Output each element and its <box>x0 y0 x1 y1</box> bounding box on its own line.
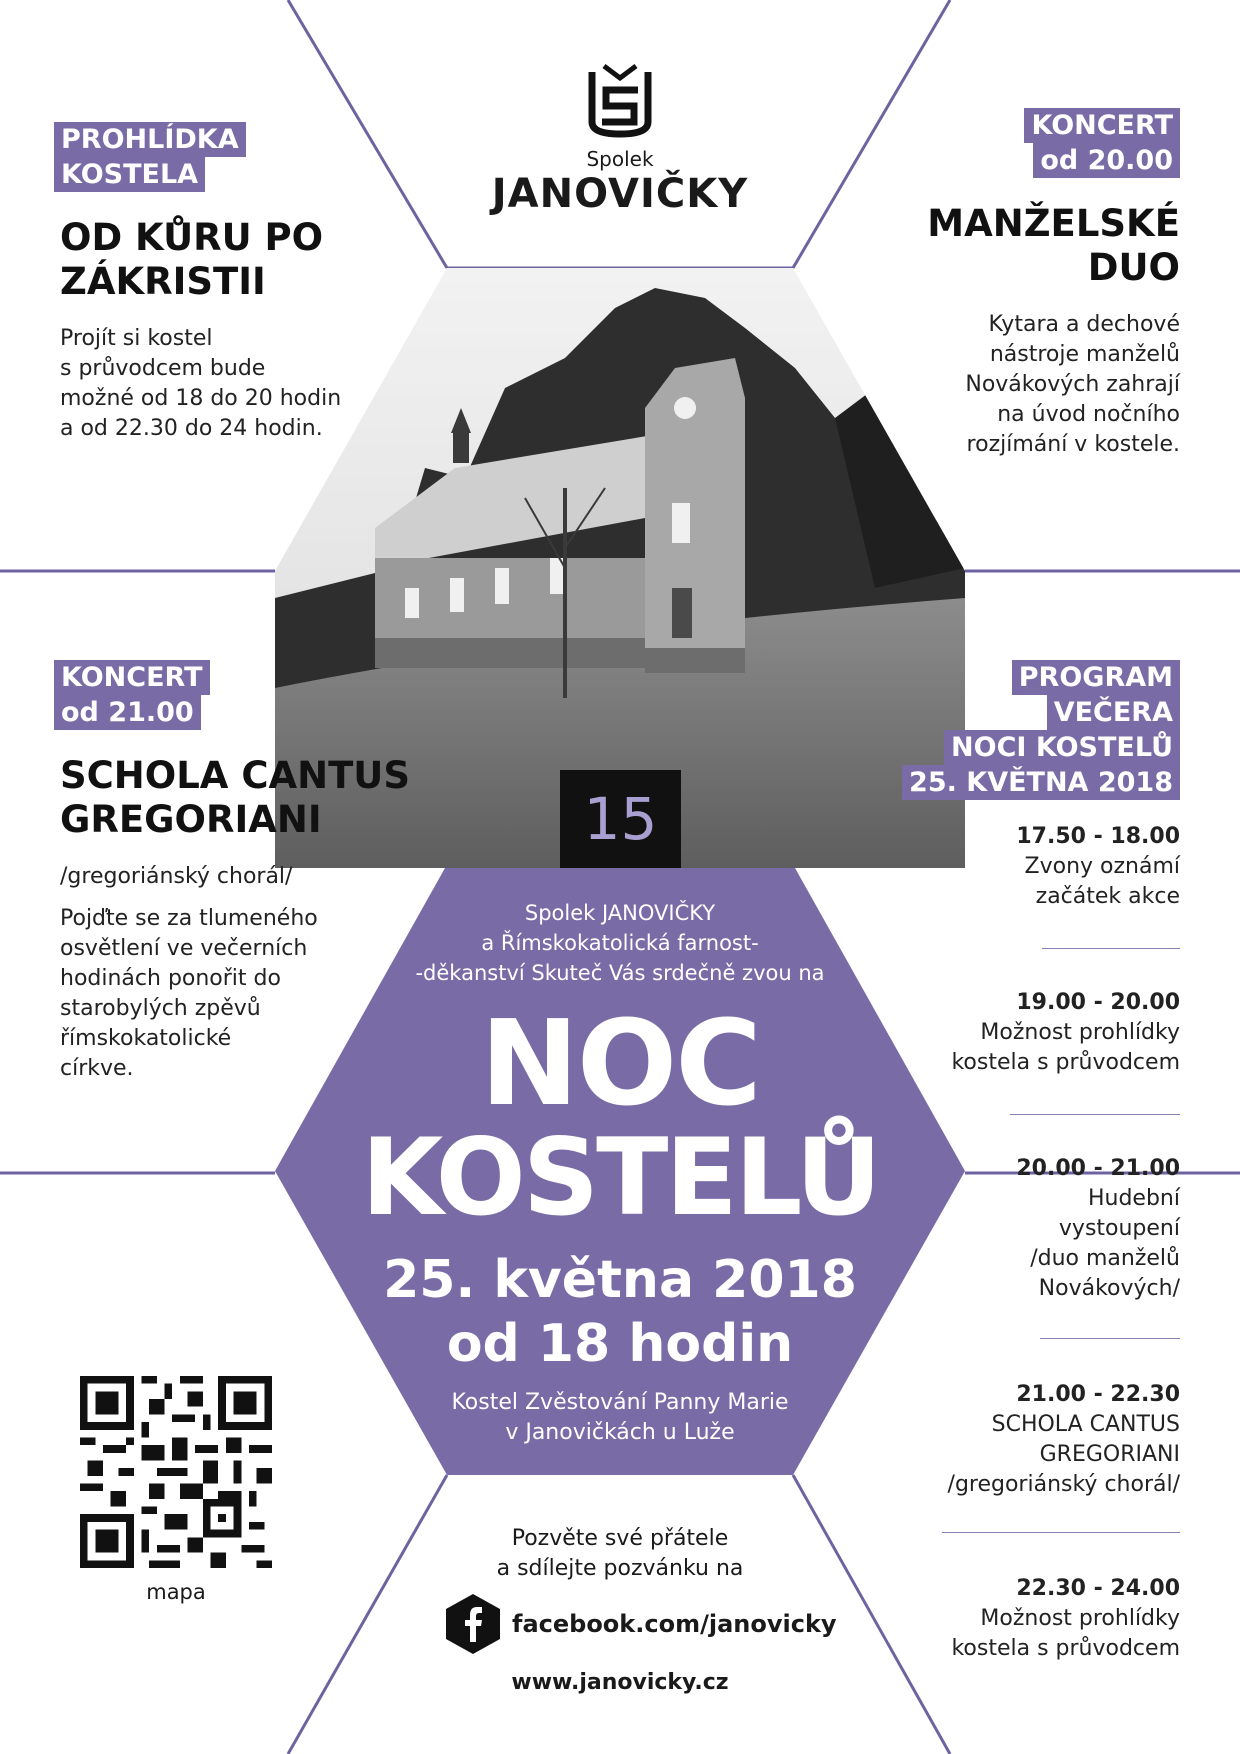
edition-badge: 15 <box>560 770 681 868</box>
tour-tag: PROHLÍDKA KOSTELA <box>54 122 246 192</box>
concert-duo-tag: KONCERT od 20.00 <box>1024 108 1180 178</box>
website-link[interactable]: www.janovicky.cz <box>511 1670 729 1695</box>
program-divider <box>942 1532 1180 1533</box>
spolek-logo-icon <box>560 62 680 146</box>
event-place: Kostel Zvěstování Panny Marie v Janovičkách u Luže <box>451 1390 789 1445</box>
logo-name: JANOVIČKY <box>491 171 749 217</box>
main-title-noc: NOC <box>480 994 760 1132</box>
program-divider <box>1042 948 1180 949</box>
share-text: Pozvěte své přátele a sdílejte pozvánku na <box>496 1526 744 1581</box>
concert-schola-text: Pojďte se za tlumeného osvětlení ve večerních hodinách ponořit do starobylých zpěvů římskokatolické církve. <box>60 906 318 1081</box>
program-item: 17.50 - 18.00 Zvony oznámí začátek akce <box>1016 824 1180 909</box>
concert-schola-subtitle: /gregoriánský chorál/ <box>60 864 293 889</box>
concert-duo-title: MANŽELSKÉ DUO <box>927 202 1180 289</box>
concert-duo-text: Kytara a dechové nástroje manželů Novákových zahrají na úvod nočního rozjímání v kostele. <box>965 312 1180 457</box>
concert-schola-tag: KONCERT od 21.00 <box>54 660 210 730</box>
program-item: 21.00 - 22.30 SCHOLA CANTUS GREGORIANI /gregoriánský chorál/ <box>947 1382 1180 1497</box>
concert-schola-title: SCHOLA CANTUS GREGORIANI <box>60 754 411 841</box>
event-time: od 18 hodin <box>446 1314 794 1374</box>
program-item: 22.30 - 24.00 Možnost prohlídky kostela s průvodcem <box>951 1576 1180 1661</box>
qr-code-icon[interactable] <box>80 1376 272 1568</box>
facebook-link[interactable]: facebook.com/janovicky <box>512 1610 837 1638</box>
program-divider <box>1010 1114 1180 1115</box>
program-divider <box>1040 1338 1180 1339</box>
program-item: 20.00 - 21.00 Hudební vystoupení /duo manželů Novákových/ <box>1016 1156 1180 1301</box>
qr-label: mapa <box>146 1580 206 1604</box>
invite-text: Spolek JANOVIČKY a Římskokatolická farnost- -děkanství Skuteč Vás srdečně zvou na <box>415 901 825 985</box>
logo-spolek-text: Spolek <box>586 147 654 171</box>
tour-title: OD KŮRU PO ZÁKRISTII <box>60 216 324 303</box>
tour-text: Projít si kostel s průvodcem bude možné od 18 do 20 hodin a od 22.30 do 24 hodin. <box>60 326 342 441</box>
program-item: 19.00 - 20.00 Možnost prohlídky kostela s průvodcem <box>951 990 1180 1075</box>
main-title-kostelu: KOSTELŮ <box>361 1116 879 1239</box>
program-tag: PROGRAM VEČERA NOCI KOSTELŮ 25. KVĚTNA 2018 <box>902 660 1180 800</box>
facebook-icon[interactable] <box>446 1594 500 1654</box>
event-date: 25. května 2018 <box>383 1250 857 1310</box>
